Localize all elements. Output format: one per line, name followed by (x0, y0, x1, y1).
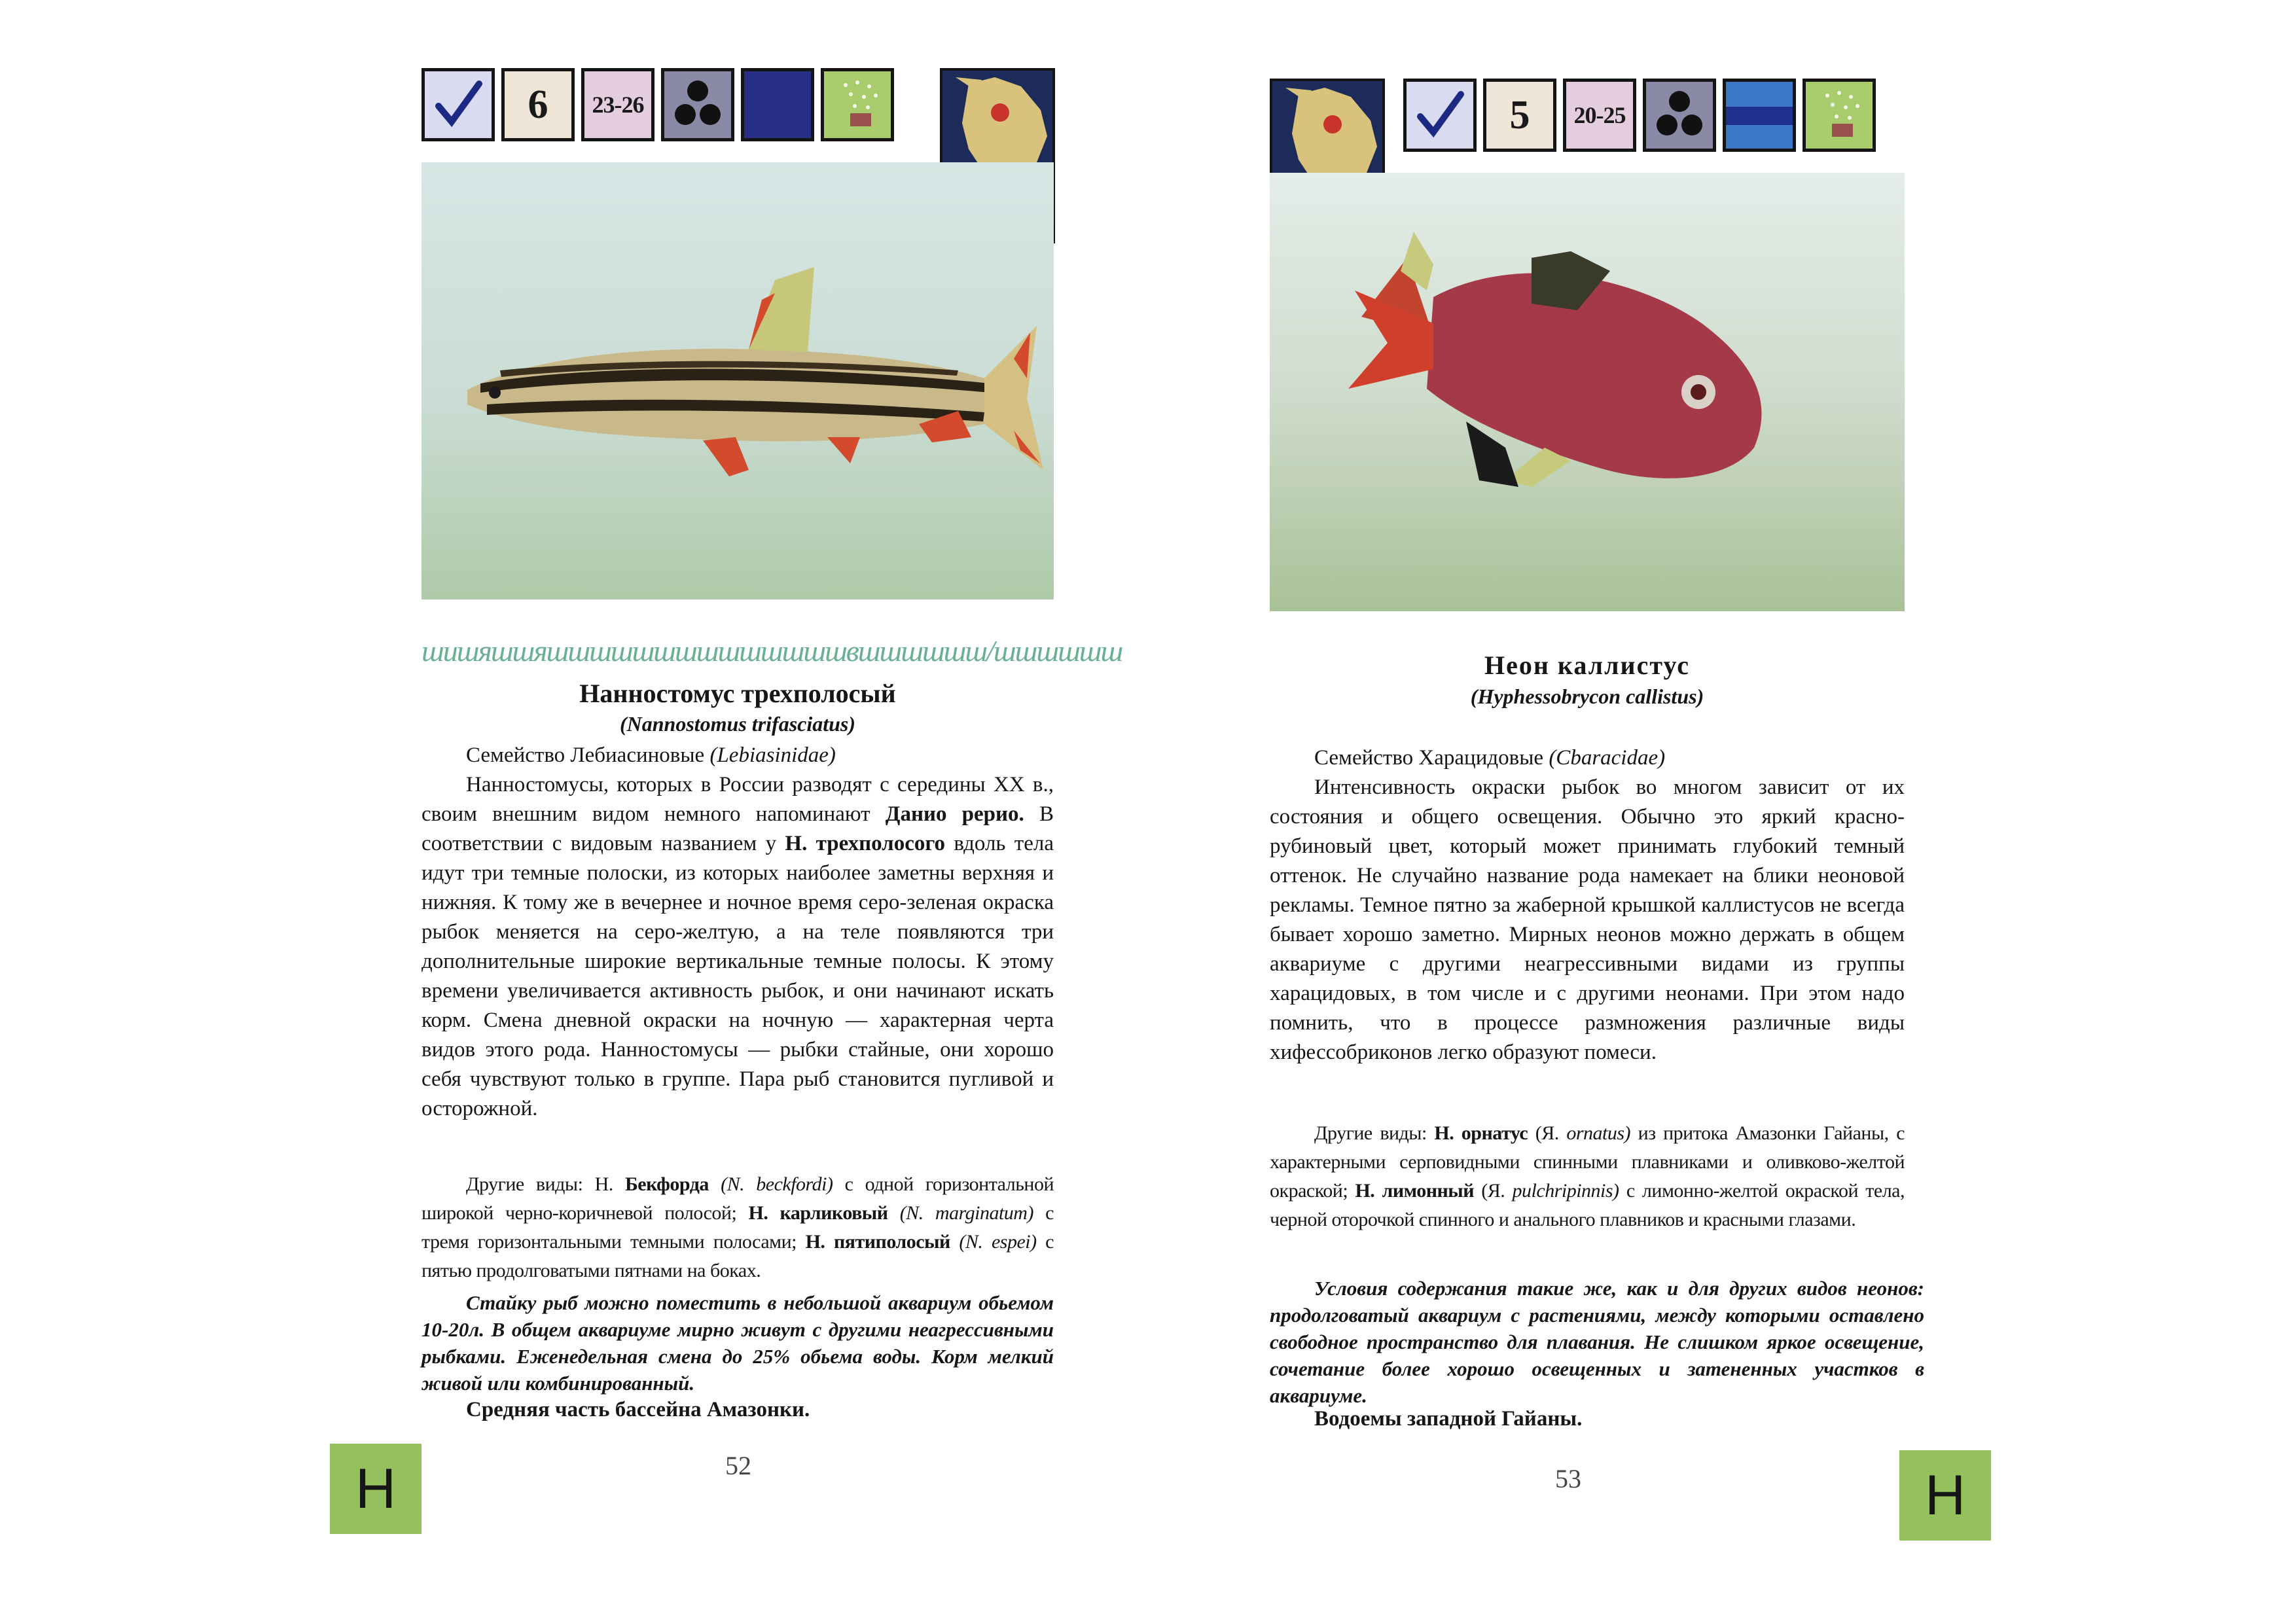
fish-photo (422, 162, 1054, 599)
family-line: Семейство Харацидовые (Cbaracidae) (1314, 746, 1666, 770)
three-dots-icon (1643, 79, 1716, 152)
family-line: Семейство Лебиасиновые (Lebiasinidae) (466, 743, 836, 767)
species-description (422, 741, 1054, 1124)
icon-row (1403, 79, 1876, 152)
dark-water-icon (741, 68, 814, 141)
page-number: 52 (725, 1451, 751, 1480)
fish-photo (1270, 173, 1905, 611)
three-dots-icon (661, 68, 734, 141)
checkmark-icon (422, 68, 495, 141)
temperature-badge: 23-26 (581, 68, 655, 141)
decorative-ornament: шишяшшяшшшшшшшшшшшшшшвшшшшшш/шшшшшш (422, 634, 1122, 668)
description-paragraph: Нанностомусы, которых в России разводят с середины XX в., своим внешним видом немного напоминают Данио рерио. В соответствии с видовым названием у Н. трехполосого вдоль тела идут три темные полоски, из которых наиболее заметны верхняя и нижняя. К тому же в вечернее и ночное время серо-зеленая окраска рыбок меняется на серо-желтую, а на теле появляются три дополнительные широкие вертикальные темные полосы. К этому времени увеличивается активность рыбок, и они начинают искать корм. Смена дневной окраски на ночную — характерная черта видов этого рода. Нанностомусы — рыбки стайные, они хорошо себя чувствуют только в группе. Пара рыб становится пугливой и осторожной. (422, 773, 1054, 1120)
care-conditions: Условия содержания такие же, как и для других видов неонов: продолговатый аквариум с растениями, между которыми оставлено свободное пространство для плавания. Не слишком яркое освещение, сочетание более хорошо освещенных и затененных участков в аквариуме. (1270, 1277, 1924, 1407)
food-icon (1803, 79, 1876, 152)
other-species-paragraph: Другие виды: Н. Бекфорда (N. beckfordi) с одной горизонтальной широкой черно-коричневой полосой; Н. карликовый (N. marginatum) с тремя горизонтальными темными полосами; Н. пятиполосый (N. espei) с пятью продолговатыми пятнами на боках. (422, 1173, 1054, 1281)
temperature-badge: 20-25 (1563, 79, 1636, 152)
page-number: 53 (1555, 1464, 1581, 1493)
mid-water-icon (1723, 79, 1796, 152)
group-size-badge: 5 (1483, 79, 1556, 152)
right-page (1148, 0, 2296, 1623)
species-latin-name: (Nannostomus trifasciatus) (619, 712, 856, 736)
species-latin-name: (Hyphessobrycon callistus) (1470, 685, 1704, 708)
icon-row (422, 68, 894, 141)
checkmark-icon (1403, 79, 1477, 152)
habitat-line: Средняя часть бассейна Амазонки. (466, 1398, 810, 1421)
letter-index-tab[interactable]: Н (330, 1444, 422, 1534)
letter-index-tab[interactable]: Н (1899, 1450, 1991, 1541)
description-paragraph: Интенсивность окраски рыбок во многом зависит от их состояния и общего освещения. Обычно это яркий красно-рубиновый цвет, который может принимать глубокий темный оттенок. Не случайно название рода намекает на блики неоновой рекламы. Темное пятно за жаберной крышкой каллистусов не всегда бывает хорошо заметно. Мирных неонов можно держать в общем аквариуме с другими неагрессивными видами из группы харацидовых, в том числе и с другими неонами. При этом надо помнить, что в процессе размножения различные виды хифессобриконов легко образуют помеси. (1270, 776, 1905, 1064)
species-title: Неон каллистус (1484, 651, 1691, 680)
species-title: Нанностомус трехполосый (579, 679, 896, 708)
habitat-line: Водоемы западной Гайаны. (1314, 1407, 1583, 1431)
species-description (1270, 743, 1905, 1067)
other-species-paragraph: Другие виды: Н. орнатус (Я. ornatus) из притока Амазонки Гайаны, с характерными серповидными спинными плавниками и оливково-желтой окраской; Н. лимонный (Я. pulchripinnis) с лимонно-желтой окраской тела, черной оторочкой спинного и анального плавников и красными глазами. (1270, 1122, 1905, 1230)
care-conditions: Стайку рыб можно поместить в небольшой аквариум обьемом 10-20л. В общем аквариуме мирно живут с другими неагрессивными рыбками. Еженедельная смена до 25% обьема воды. Корм мелкий живой или комбинированный. (422, 1291, 1054, 1395)
food-icon (821, 68, 894, 141)
group-size-badge: 6 (501, 68, 575, 141)
